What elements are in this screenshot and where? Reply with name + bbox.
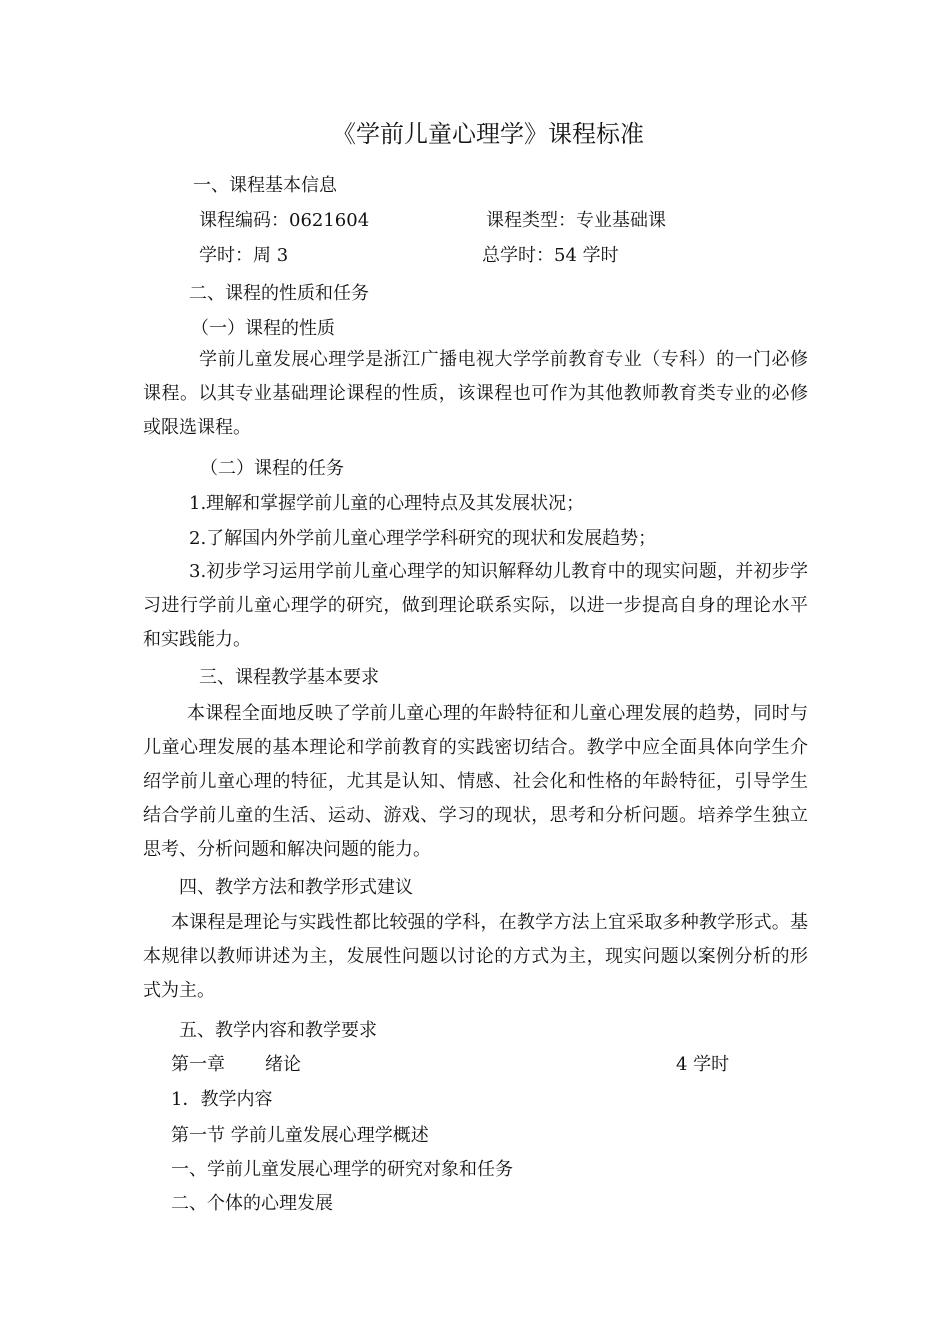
section-heading-nature-tasks: 二、课程的性质和任务: [189, 283, 369, 304]
nature-paragraph: 学前儿童发展心理学是浙江广播电视大学学前教育专业（专科）的一门必修课程。以其专业基础理论课程的性质，该课程也可作为其他教师教育类专业的必修或限选课程。: [143, 349, 808, 438]
section-heading-basic-info: 一、课程基本信息: [193, 175, 337, 196]
section-heading-methods: 四、教学方法和教学形式建议: [179, 877, 413, 898]
content-item-2: 二、个体的心理发展: [171, 1193, 333, 1214]
section-title: 第一节 学前儿童发展心理学概述: [171, 1125, 429, 1146]
course-type: 课程类型：专业基础课: [486, 210, 666, 231]
course-code: 课程编码：0621604: [199, 210, 370, 231]
chapter-title: 绪论: [265, 1054, 301, 1075]
subheading-tasks: （二）课程的任务: [200, 458, 344, 479]
section-heading-content: 五、教学内容和教学要求: [179, 1020, 377, 1041]
document-title: 《学前儿童心理学》课程标准: [332, 120, 644, 148]
weekly-hours: 学时：周 3: [199, 245, 289, 266]
content-item-1: 一、学前儿童发展心理学的研究对象和任务: [171, 1159, 513, 1180]
requirements-paragraph: 本课程全面地反映了学前儿童心理的年龄特征和儿童心理发展的趋势，同时与儿童心理发展的基本理论和学前教育的实践密切结合。教学中应全面具体向学生介绍学前儿童心理的特征，尤其是认知、情感、社会化和性格的年龄特征，引导学生结合学前儿童的生活、运动、游戏、学习的现状，思考和分析问题。培养学生独立思考、分析问题和解决问题的能力。: [143, 703, 808, 860]
total-hours: 总学时：54 学时: [482, 245, 619, 266]
subheading-nature: （一）课程的性质: [191, 318, 335, 339]
task-item-3: 3.初步学习运用学前儿童心理学的知识解释幼儿教育中的现实问题，并初步学习进行学前儿童心理学的研究，做到理论联系实际，以进一步提高自身的理论水平和实践能力。: [143, 561, 808, 650]
task-item-2: 2.了解国内外学前儿童心理学学科研究的现状和发展趋势；: [189, 528, 657, 549]
chapter-number: 第一章: [171, 1054, 225, 1075]
section-heading-requirements: 三、课程教学基本要求: [199, 667, 379, 688]
task-item-1: 1.理解和掌握学前儿童的心理特点及其发展状况；: [189, 493, 585, 514]
chapter-hours: 4 学时: [676, 1054, 730, 1075]
content-label: 1．教学内容: [171, 1089, 273, 1110]
methods-paragraph: 本课程是理论与实践性都比较强的学科，在教学方法上宜采取多种教学形式。基本规律以教师讲述为主，发展性问题以讨论的方式为主，现实问题以案例分析的形式为主。: [143, 912, 808, 1001]
